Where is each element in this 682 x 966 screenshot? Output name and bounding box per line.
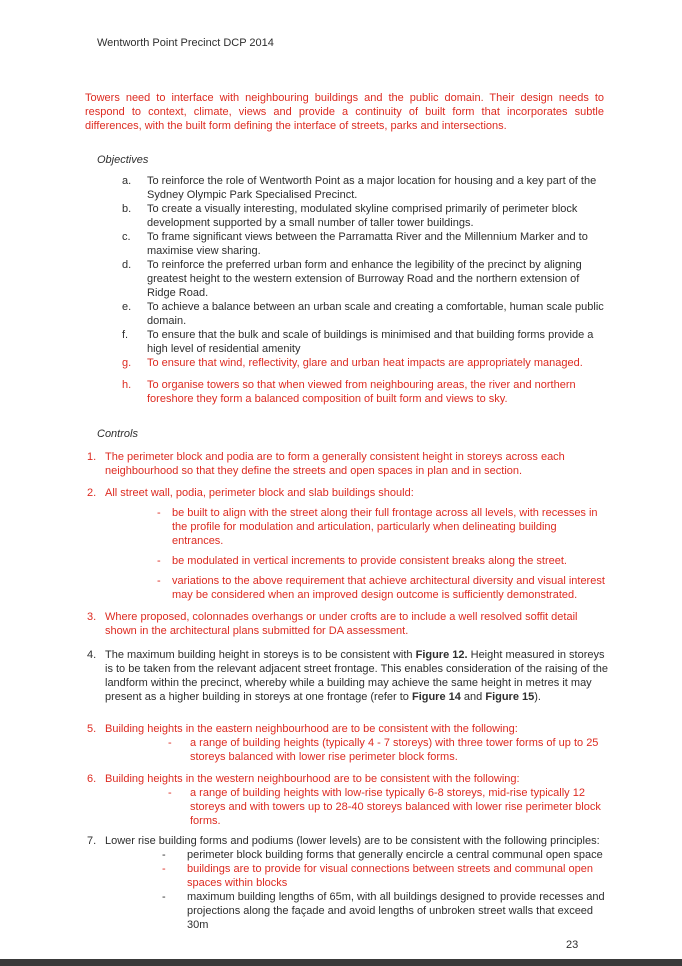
sub-item-text bbox=[187, 891, 605, 931]
text-segment: All street wall, podia, perimeter block and slab buildings should: bbox=[105, 487, 414, 499]
text-segment: Lower rise building forms and podiums (lower levels) are to be consistent with the following principles: bbox=[105, 835, 600, 847]
list-text bbox=[105, 610, 610, 638]
list-marker: 4. bbox=[87, 649, 97, 661]
intro-paragraph: Towers need to interface with neighbouring buildings and the public domain. Their design needs to respond to context, climate, views and provide a continuity of built form that incorporates subtle differences, with the built form defining the interface of streets, parks and intersections. bbox=[85, 92, 604, 132]
sub-item bbox=[105, 736, 610, 764]
sub-item-text bbox=[172, 555, 567, 567]
list-marker: 6. bbox=[87, 773, 97, 785]
objective-item bbox=[122, 300, 610, 328]
objective-item bbox=[122, 202, 610, 230]
sub-item bbox=[105, 574, 610, 602]
objective-item bbox=[122, 174, 610, 202]
controls-list bbox=[87, 450, 610, 932]
control-item bbox=[87, 486, 610, 602]
control-item bbox=[87, 450, 610, 478]
list-text bbox=[147, 379, 576, 405]
sub-item bbox=[105, 506, 610, 548]
sub-item bbox=[105, 554, 610, 568]
sub-item-text bbox=[190, 787, 601, 827]
objective-item bbox=[122, 258, 610, 300]
list-marker: d. bbox=[122, 259, 132, 271]
sub-item bbox=[105, 862, 610, 890]
sub-item-text bbox=[172, 575, 605, 601]
list-marker: g. bbox=[122, 357, 132, 369]
dash-marker: - bbox=[162, 891, 166, 903]
list-text bbox=[147, 175, 596, 201]
dash-marker: - bbox=[157, 507, 161, 519]
text-segment: To create a visually interesting, modulated skyline comprised primarily of perimeter block development supported by a small number of taller tower buildings. bbox=[147, 203, 578, 229]
sub-item bbox=[105, 890, 610, 932]
sub-item-text bbox=[190, 737, 598, 763]
sub-item-group bbox=[105, 848, 610, 932]
text-segment: To ensure that wind, reflectivity, glare and urban heat impacts are appropriately managed. bbox=[147, 357, 583, 369]
page-number: 23 bbox=[566, 939, 579, 951]
list-text bbox=[105, 486, 610, 500]
text-segment: be built to align with the street along their full frontage across all levels, with recesses in the profile for modulation and articulation, particularly when delineating building entrances. bbox=[172, 507, 598, 547]
bottom-edge-bar bbox=[0, 959, 682, 966]
sub-item-group bbox=[105, 736, 610, 764]
list-text bbox=[105, 722, 610, 736]
text-segment: Height measured in storeys is to be taken from the relevant adjacent street frontage. This enables consideration of the raising of the landform within the precinct, whereby while a building may achieve the same height in metres it may present as a higher building in storeys at one frontage (refer to bbox=[105, 649, 609, 703]
text-segment: The maximum building height in storeys is to be consistent with bbox=[105, 649, 416, 661]
control-item bbox=[87, 610, 610, 638]
list-text bbox=[147, 357, 583, 369]
list-marker: e. bbox=[122, 301, 132, 313]
text-segment: ). bbox=[534, 691, 541, 703]
list-marker: b. bbox=[122, 203, 132, 215]
control-item bbox=[87, 834, 610, 932]
bold-text-segment: Figure 14 bbox=[411, 691, 461, 703]
list-text bbox=[147, 259, 582, 299]
text-segment: Building heights in the western neighbourhood are to be consistent with the following: bbox=[105, 773, 520, 785]
list-marker: 2. bbox=[87, 487, 97, 499]
list-text bbox=[105, 450, 610, 478]
text-segment: be modulated in vertical increments to provide consistent breaks along the street. bbox=[172, 555, 567, 567]
text-segment: variations to the above requirement that achieve architectural diversity and visual interest may be considered when an improved design outcome is sufficiently demonstrated. bbox=[172, 575, 605, 601]
list-marker: 5. bbox=[87, 723, 97, 735]
list-marker: f. bbox=[122, 329, 129, 341]
text-segment: maximum building lengths of 65m, with all buildings designed to provide recesses and projections along the façade and avoid lengths of unbroken street walls that exceed 30m bbox=[187, 891, 605, 931]
list-marker: c. bbox=[122, 231, 131, 243]
objectives-heading: Objectives bbox=[97, 154, 149, 166]
control-item bbox=[87, 648, 610, 704]
sub-item-text bbox=[187, 863, 593, 889]
control-item bbox=[87, 722, 610, 764]
text-segment: a range of building heights with low-rise typically 6-8 storeys, mid-rise typically 12 storeys and with towers up to 28-40 storeys balanced with lower rise perimeter block forms. bbox=[190, 787, 601, 827]
text-segment: perimeter block building forms that generally encircle a central communal open space bbox=[187, 849, 603, 861]
dash-marker: - bbox=[157, 555, 161, 567]
text-segment: and bbox=[460, 691, 486, 703]
text-segment: To reinforce the preferred urban form and enhance the legibility of the precinct by aligning greatest height to the western extension of Burroway Road and the northern extension of Ridge Road. bbox=[147, 259, 582, 299]
text-segment: a range of building heights (typically 4 - 7 storeys) with three tower forms of up to 25 storeys balanced with lower rise perimeter block forms. bbox=[190, 737, 599, 763]
list-text bbox=[147, 329, 593, 355]
control-item bbox=[87, 772, 610, 828]
text-segment: To ensure that the bulk and scale of buildings is minimised and that building forms provide a high level of residential amenity bbox=[147, 329, 594, 355]
list-text bbox=[105, 834, 610, 848]
text-segment: The perimeter block and podia are to form a generally consistent height in storeys across each neighbourhood so that they define the streets and open spaces in plan and in section. bbox=[105, 451, 565, 477]
objectives-list bbox=[122, 174, 610, 406]
text-segment: To organise towers so that when viewed from neighbouring areas, the river and northern foreshore they form a balanced composition of built form and views to sky. bbox=[147, 379, 576, 405]
list-text bbox=[105, 648, 610, 704]
dash-marker: - bbox=[157, 575, 161, 587]
dash-marker: - bbox=[162, 849, 166, 861]
sub-item-group bbox=[105, 786, 610, 828]
objective-item bbox=[122, 230, 610, 258]
list-marker: 3. bbox=[87, 611, 97, 623]
text-segment: To achieve a balance between an urban scale and creating a comfortable, human scale public domain. bbox=[147, 301, 604, 327]
bold-text-segment: Figure 15 bbox=[485, 691, 535, 703]
objective-item bbox=[122, 356, 610, 370]
sub-item bbox=[105, 786, 610, 828]
list-marker: 7. bbox=[87, 835, 97, 847]
list-marker: h. bbox=[122, 379, 132, 391]
text-segment: buildings are to provide for visual connections between streets and communal open spaces within blocks bbox=[187, 863, 594, 889]
list-marker: 1. bbox=[87, 451, 97, 463]
objective-item bbox=[122, 378, 610, 406]
list-text bbox=[147, 231, 588, 257]
bold-text-segment: Figure 12. bbox=[415, 649, 468, 661]
text-segment: Where proposed, colonnades overhangs or under crofts are to include a well resolved soffit detail shown in the architectural plans submitted for DA assessment. bbox=[105, 611, 578, 637]
sub-item-text bbox=[172, 507, 598, 547]
dash-marker: - bbox=[168, 737, 172, 749]
dash-marker: - bbox=[168, 787, 172, 799]
page-header: Wentworth Point Precinct DCP 2014 bbox=[97, 37, 274, 49]
list-text bbox=[147, 301, 604, 327]
controls-heading: Controls bbox=[97, 428, 138, 440]
list-marker: a. bbox=[122, 175, 132, 187]
dash-marker: - bbox=[162, 863, 166, 875]
text-segment: To frame significant views between the Parramatta River and the Millennium Marker and to maximise view sharing. bbox=[147, 231, 588, 257]
list-text bbox=[147, 203, 577, 229]
text-segment: Building heights in the eastern neighbourhood are to be consistent with the following: bbox=[105, 723, 518, 735]
list-text bbox=[105, 772, 610, 786]
objective-item bbox=[122, 328, 610, 356]
text-segment: To reinforce the role of Wentworth Point as a major location for housing and a key part of the Sydney Olympic Park Specialised Precinct. bbox=[147, 175, 597, 201]
sub-item-group bbox=[105, 506, 610, 602]
sub-item bbox=[105, 848, 610, 862]
sub-item-text bbox=[187, 849, 603, 861]
